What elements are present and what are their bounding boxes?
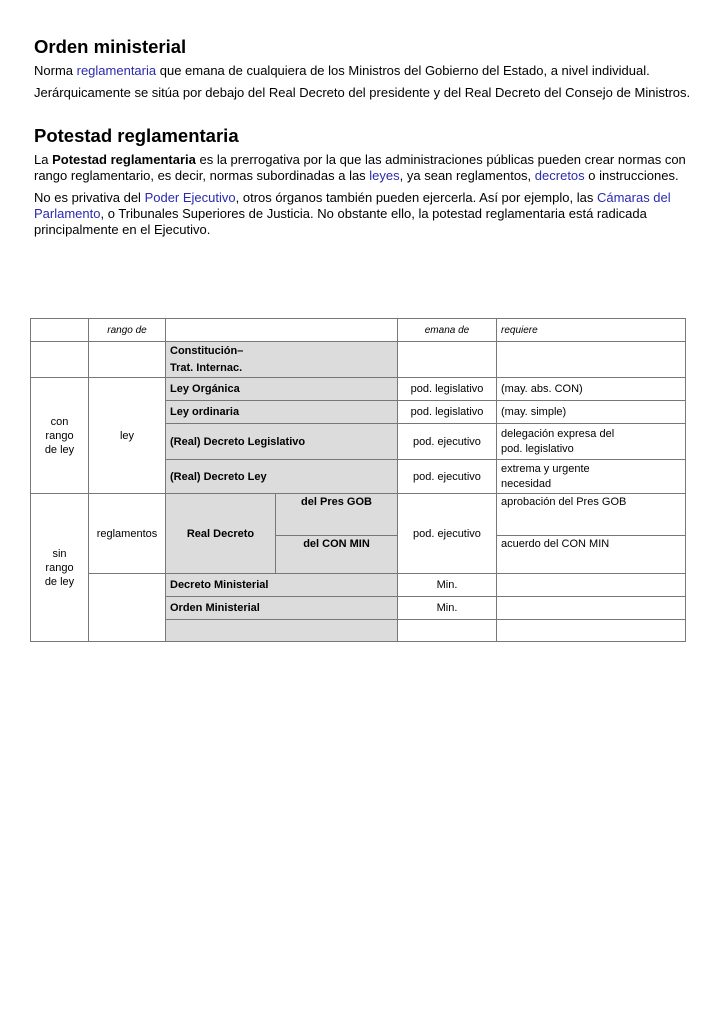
cell-sin-rango: sin rango de ley xyxy=(31,494,89,642)
cell-ley: ley xyxy=(89,378,166,494)
cell-requiere: delegación expresa del pod. legislativo xyxy=(497,424,686,460)
table-row xyxy=(31,342,686,378)
link-leyes[interactable]: leyes xyxy=(369,168,400,183)
table-row xyxy=(31,378,686,401)
header-norma xyxy=(166,319,398,342)
table-header-row xyxy=(31,319,686,342)
cell-rd-con-min: del CON MIN xyxy=(276,536,398,574)
cell-empty xyxy=(497,597,686,620)
cell-decreto-ministerial: Decreto Ministerial xyxy=(166,574,398,597)
cell-empty xyxy=(398,342,497,378)
cell-ley-ordinaria: Ley ordinaria xyxy=(166,401,398,424)
header-rango: rango de xyxy=(89,319,166,342)
cell-emana: pod. legislativo xyxy=(398,401,497,424)
cell-emana: pod. ejecutivo xyxy=(398,424,497,460)
cell-con-rango: con rango de ley xyxy=(31,378,89,494)
cell-decreto-legislativo: (Real) Decreto Legislativo xyxy=(166,424,398,460)
header-requiere: requiere xyxy=(497,319,686,342)
cell-empty xyxy=(398,620,497,642)
cell-ley-organica: Ley Orgánica xyxy=(166,378,398,401)
cell-empty xyxy=(497,620,686,642)
cell-rd-pres-gob: del Pres GOB xyxy=(276,494,398,536)
cell-orden-ministerial: Orden Ministerial xyxy=(166,597,398,620)
text: o instrucciones. xyxy=(584,168,679,183)
cell-empty xyxy=(89,574,166,642)
text: Norma xyxy=(34,63,77,78)
cell-constitucion: Constitución– Trat. Internac. xyxy=(166,342,398,378)
cell-requiere: (may. simple) xyxy=(497,401,686,424)
cell-real-decreto: Real Decreto xyxy=(166,494,276,574)
text: La xyxy=(34,152,53,167)
link-reglamentaria[interactable]: reglamentaria xyxy=(76,63,157,78)
cell-empty xyxy=(497,574,686,597)
text: que emana de cualquiera de los Ministros del Gobierno del Estado, a nivel individual. xyxy=(156,63,650,78)
link-poder-ejecutivo[interactable]: Poder Ejecutivo xyxy=(144,190,236,205)
paragraph-hierarchy: Jerárquicamente se sitúa por debajo del Real Decreto del presidente y del Real Decreto del Consejo de Ministros. xyxy=(34,85,691,100)
text: , otros órganos también pueden ejercerla. Así por ejemplo, las xyxy=(235,190,597,205)
document-body xyxy=(34,36,694,244)
bold-term: Potestad reglamentaria xyxy=(52,152,196,167)
table-row xyxy=(31,494,686,536)
cell-rd-emana: pod. ejecutivo xyxy=(398,494,497,574)
cell-rd-pres-requiere: aprobación del Pres GOB xyxy=(497,494,686,536)
cell-empty xyxy=(31,342,89,378)
cell-emana: Min. xyxy=(398,597,497,620)
text: es la prerrogativa por la que las administraciones públicas pueden crear normas con rango reglamentario, es decir, normas subordinadas a las xyxy=(34,152,686,183)
paragraph-potestad-scope xyxy=(34,190,694,238)
section-title-orden-ministerial: Orden ministerial xyxy=(34,36,187,57)
header-empty xyxy=(31,319,89,342)
cell-empty xyxy=(166,620,398,642)
hierarchy-table xyxy=(30,318,685,649)
text: No es privativa del xyxy=(34,190,145,205)
cell-requiere: extrema y urgente necesidad xyxy=(497,460,686,494)
cell-empty xyxy=(89,342,166,378)
cell-emana: Min. xyxy=(398,574,497,597)
text: , o Tribunales Superiores de Justicia. No obstante ello, la potestad reglamentaria está radicada principalmente en el Ejecutivo. xyxy=(34,206,647,237)
section-title-potestad: Potestad reglamentaria xyxy=(34,125,239,146)
text: , ya sean reglamentos, xyxy=(399,168,535,183)
cell-empty xyxy=(497,342,686,378)
link-decretos[interactable]: decretos xyxy=(534,168,585,183)
cell-requiere: (may. abs. CON) xyxy=(497,378,686,401)
link-camaras-parlamento[interactable]: Cámaras del Parlamento xyxy=(34,190,671,221)
cell-reglamentos: reglamentos xyxy=(89,494,166,574)
cell-emana: pod. legislativo xyxy=(398,378,497,401)
cell-rd-con-requiere: acuerdo del CON MIN xyxy=(497,536,686,574)
header-emana: emana de xyxy=(398,319,497,342)
cell-decreto-ley: (Real) Decreto Ley xyxy=(166,460,398,494)
table-row xyxy=(31,574,686,597)
paragraph-potestad-definition xyxy=(34,152,694,184)
cell-emana: pod. ejecutivo xyxy=(398,460,497,494)
paragraph-definition xyxy=(34,63,694,79)
